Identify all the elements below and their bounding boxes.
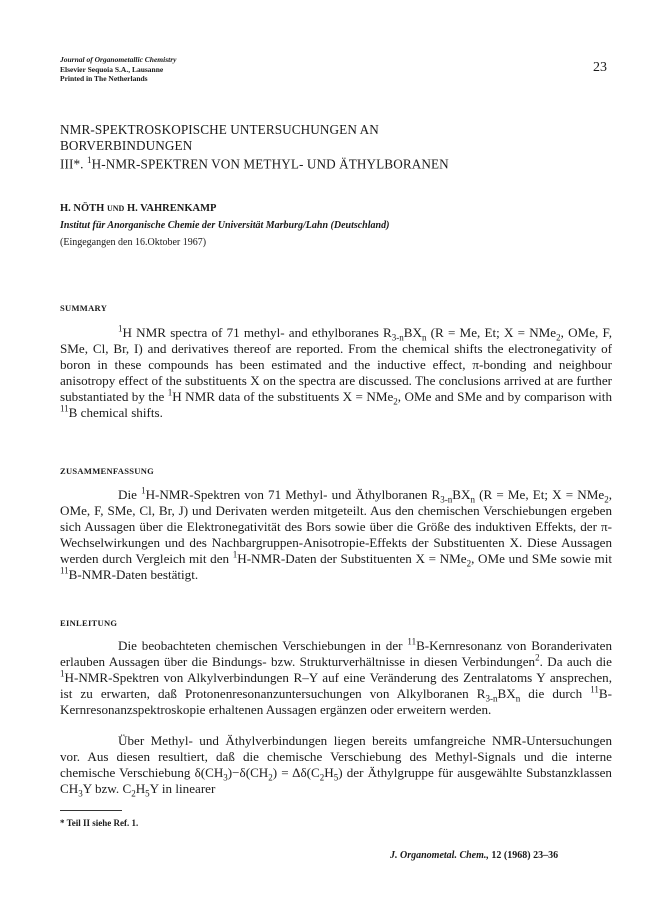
page-number: 23 [593,60,607,75]
paper-title [60,122,449,172]
received-date: (Eingegangen den 16.Oktober 1967) [60,237,207,248]
einleitung-heading: EINLEITUNG [60,618,118,628]
title-line-3: III*. $^1$H-NMR-SPEKTREN VON METHYL- UND ÄTHYLBORANEN [60,155,449,172]
journal-publisher: Elsevier Sequoia S.A., Lausanne [60,64,164,74]
journal-name: Journal of Organometallic Chemistry [60,55,177,64]
zusammenfassung-paragraph: Die $^1$H-NMR-Spektren von 71 Methyl- und Äthylboranen $R_{3-n}BX_n$ (R = Me, Et; X = NMe$_2$, OMe, F, SMe, Cl, Br, J) und Derivaten werden mitgeteilt. Aus den chemischen Verschiebungen ergeben sich Aussagen über die Elektronegativität des Bors sowie über die Größe des induktiven Effekts, der π-Wechselwirkungen und des Nachbargruppen-Anisotropie-Effekts der Substituenten X. Diese Aussagen werden durch Vergleich mit den $^1$H-NMR-Daten der Substituenten X = NMe$_2$, OMe und SMe sowie mit $^{11}$B-NMR-Daten bestätigt. [60,485,613,582]
footnote-rule [60,810,122,811]
einleitung-paragraph-2: Über Methyl- und Äthylverbindungen liegen bereits umfangreiche NMR-Untersuchungen vor. Aus diesen resultiert, daß die chemische Verschiebung des Methyl-Signals und die interne chemische Verschiebung $\delta(CH_3)-\delta(CH_2) = \Delta\delta(C_2H_5)$ der Äthylgruppe für ausgewählte Substanzklassen $CH_3Y$ bzw. $C_2H_5Y$ in linearer [60,733,612,799]
journal-info [60,55,176,84]
summary-heading: SUMMARY [60,303,108,313]
title-line-2: BORVERBINDUNGEN [60,137,193,153]
journal-printed: Printed in The Netherlands [60,74,148,83]
summary-paragraph: $^1$H NMR spectra of 71 methyl- and ethylboranes $R_{3-n}BX_n$ (R = Me, Et; X = NMe$_2$, OMe, F, SMe, Cl, Br, I) and derivatives thereof are reported. From the chemical shifts the electronegativity of boron in these compounds has been estimated and the inductive effect, π-bonding and neighbour anisotropy effect of the substituents X on the spectra are discussed. The conclusions arrived at are further substantiated by the $^1$H NMR data of the substituents X = NMe$_2$, OMe and SMe and by comparison with $^{11}$B chemical shifts. [60,323,612,420]
zusammenfassung-heading: ZUSAMMENFASSUNG [60,466,155,476]
institute: Institut für Anorganische Chemie der Universität Marburg/Lahn (Deutschland) [60,220,390,231]
footnote: * Teil II siehe Ref. 1. [60,818,139,828]
author-2: H. VAHRENKAMP [126,203,217,214]
author-connector: UND [106,204,125,213]
title-line-1: NMR-SPEKTROSKOPISCHE UNTERSUCHUNGEN AN [60,122,379,137]
einleitung-paragraph-1: Die beobachteten chemischen Verschiebungen in der $^{11}$B-Kernresonanz von Boranderivaten erlauben Aussagen über die Bindungs- bzw. Strukturverhältnisse in diesen Verbindungen$^2$. Da auch die $^1$H-NMR-Spektren von Alkylverbindungen R–Y auf eine Veränderung des Zentralatoms Y ansprechen, ist zu erwarten, daß Protonenresonanzuntersuchungen von Alkylboranen $R_{3-n}BX_n$ die durch $^{11}$B-Kernresonanzspektroskopie erhaltenen Aussagen ergänzen oder erweitern werden. [60,636,613,717]
journal-citation: J. Organometal. Chem., 12 (1968) 23–36 [390,850,559,861]
author-1: H. NÖTH [60,203,105,214]
authors [60,203,216,214]
